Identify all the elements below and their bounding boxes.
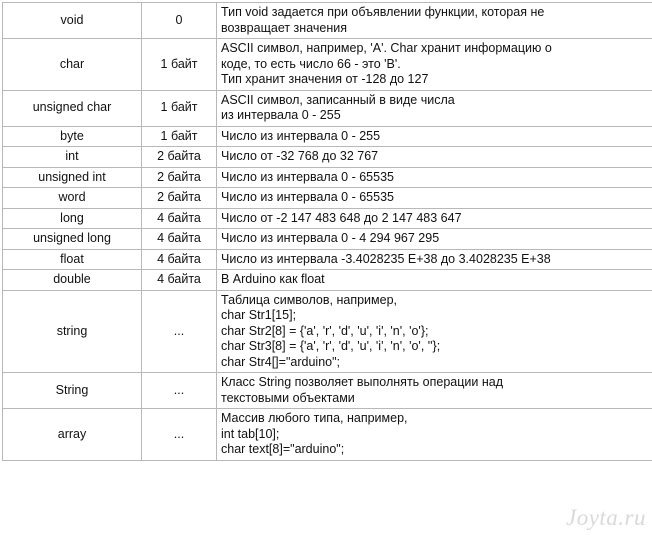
- description-line: Число от -32 768 до 32 767: [221, 149, 379, 163]
- cell-type-size: 4 байта: [142, 229, 217, 250]
- cell-type-name: string: [3, 290, 142, 373]
- cell-type-name: unsigned long: [3, 229, 142, 250]
- cell-type-name: long: [3, 208, 142, 229]
- watermark: Joyta.ru: [565, 505, 646, 530]
- description-line: Число из интервала -3.4028235 Е+38 до 3.4028235 Е+38: [221, 251, 551, 266]
- cell-type-name: float: [3, 249, 142, 270]
- cell-type-size: ...: [142, 409, 217, 461]
- cell-type-description: [217, 290, 652, 373]
- description-line: коде, то есть число 66 - это 'B'.: [221, 56, 401, 71]
- cell-type-name: unsigned char: [3, 90, 142, 126]
- description-line: Число из интервала 0 - 255: [221, 128, 381, 143]
- cell-type-description: [217, 270, 652, 291]
- description-line: int tab[10];: [221, 426, 280, 441]
- cell-type-name: void: [3, 3, 142, 39]
- table-row: [3, 167, 652, 188]
- description-line: возвращает значения: [221, 20, 347, 35]
- cell-type-size: 4 байта: [142, 270, 217, 291]
- cell-type-name: String: [3, 373, 142, 409]
- description-line: ASCII символ, например, 'A'. Char хранит информацию о: [221, 41, 552, 55]
- table-body: [3, 3, 652, 461]
- cell-type-size: 2 байта: [142, 188, 217, 209]
- table-row: [3, 290, 652, 373]
- cell-type-size: 1 байт: [142, 39, 217, 91]
- description-line: Тип void задается при объявлении функции, которая не: [221, 5, 545, 19]
- description-line: Тип хранит значения от -128 до 127: [221, 72, 429, 86]
- cell-type-size: 1 байт: [142, 90, 217, 126]
- cell-type-name: word: [3, 188, 142, 209]
- cell-type-size: 2 байта: [142, 167, 217, 188]
- cell-type-description: [217, 188, 652, 209]
- description-line: char Str4[]="arduino";: [221, 354, 341, 369]
- table-row: [3, 3, 652, 39]
- cell-type-name: double: [3, 270, 142, 291]
- cell-type-description: [217, 90, 652, 126]
- cell-type-description: [217, 409, 652, 461]
- description-line: из интервала 0 - 255: [221, 108, 341, 122]
- table-row: [3, 249, 652, 270]
- description-line: Число из интервала 0 - 4 294 967 295: [221, 231, 440, 245]
- cell-type-size: ...: [142, 373, 217, 409]
- cell-type-description: [217, 126, 652, 147]
- table-row: [3, 270, 652, 291]
- cell-type-name: array: [3, 409, 142, 461]
- table-row: [3, 208, 652, 229]
- description-line: char Str1[15];: [221, 308, 297, 322]
- table-row: [3, 39, 652, 91]
- cell-type-description: [217, 167, 652, 188]
- cell-type-description: [217, 373, 652, 409]
- cell-type-name: unsigned int: [3, 167, 142, 188]
- cell-type-description: [217, 39, 652, 91]
- table-row: [3, 147, 652, 168]
- description-line: Число из интервала 0 - 65535: [221, 169, 394, 184]
- table-row: [3, 188, 652, 209]
- table-row: [3, 90, 652, 126]
- data-types-table: [2, 2, 652, 461]
- cell-type-description: [217, 249, 652, 270]
- cell-type-size: 1 байт: [142, 126, 217, 147]
- cell-type-name: char: [3, 39, 142, 91]
- cell-type-size: ...: [142, 290, 217, 373]
- table-row: [3, 126, 652, 147]
- cell-type-name: int: [3, 147, 142, 168]
- description-line: ASCII символ, записанный в виде числа: [221, 92, 455, 107]
- cell-type-size: 4 байта: [142, 249, 217, 270]
- table-row: [3, 373, 652, 409]
- cell-type-size: 0: [142, 3, 217, 39]
- description-line: Число от -2 147 483 648 до 2 147 483 647: [221, 210, 462, 225]
- description-line: В Arduino как float: [221, 272, 325, 286]
- description-line: Таблица символов, например,: [221, 292, 397, 307]
- cell-type-description: [217, 3, 652, 39]
- table-row: [3, 409, 652, 461]
- cell-type-description: [217, 147, 652, 168]
- cell-type-size: 2 байта: [142, 147, 217, 168]
- description-line: char Str3[8] = {'a', 'r', 'd', 'u', 'i', 'n', 'o', ''};: [221, 339, 441, 353]
- cell-type-description: [217, 229, 652, 250]
- table-row: [3, 229, 652, 250]
- cell-type-name: byte: [3, 126, 142, 147]
- cell-type-description: [217, 208, 652, 229]
- data-types-table-container: [2, 2, 650, 461]
- description-line: char Str2[8] = {'a', 'r', 'd', 'u', 'i', 'n', 'o'};: [221, 323, 429, 338]
- description-line: Массив любого типа, например,: [221, 411, 408, 425]
- description-line: Число из интервала 0 - 65535: [221, 190, 394, 204]
- description-line: текстовыми объектами: [221, 390, 355, 405]
- description-line: char text[8]="arduino";: [221, 442, 345, 456]
- cell-type-size: 4 байта: [142, 208, 217, 229]
- description-line: Класс String позволяет выполнять операции над: [221, 375, 503, 389]
